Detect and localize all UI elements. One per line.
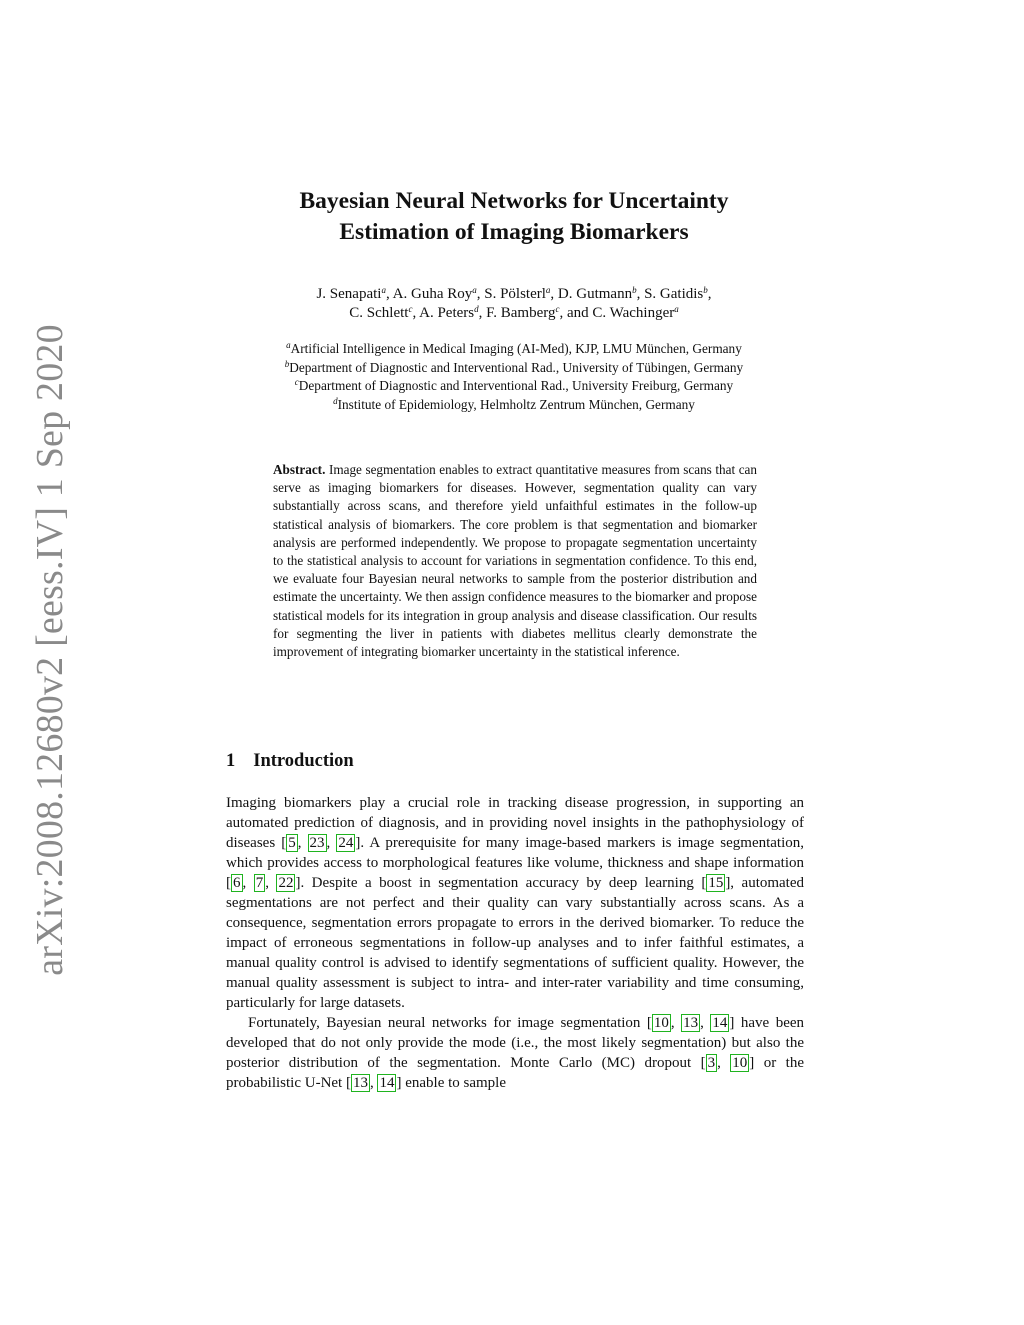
author: J. Senapati bbox=[316, 286, 382, 302]
text-run: Fortunately, Bayesian neural networks for image segmentation [ bbox=[248, 1015, 652, 1031]
section-title: Introduction bbox=[253, 751, 354, 771]
author-line-1: J. Senapati$^a$, A. Guha Roy$^a$, S. Pölsterl$^a$, D. Gutmann$^b$, S. Gatidis$^b$, bbox=[316, 285, 712, 302]
abstract-text: Image segmentation enables to extract quantitative measures from scans that can serve as imaging biomarkers for diseases. However, segmentation quality can vary substantially across scans, and therefore yield unfaithful estimates in the follow-up statistical analysis of biomarkers. The core problem is that segmentation and biomarker analysis are performed independently. We propose to propagate segmentation uncertainty to the statistical analysis to account for variations in segmentation confidence. To this end, we evaluate four Bayesian neural networks to sample from the posterior distribution and estimate the uncertainty. We then assign confidence measures to the biomarker and propose statistical models for its integration in group analysis and disease classification. Our results for segmenting the liver in patients with diabetes mellitus clearly demonstrate the improvement of integrating biomarker uncertainty in the statistical inference. bbox=[273, 462, 757, 660]
citation-link[interactable]: 3 bbox=[707, 1055, 716, 1071]
section-heading bbox=[226, 751, 354, 772]
author-affil-mark: a bbox=[472, 285, 477, 295]
section-number: 1 bbox=[226, 751, 236, 771]
citation-link[interactable]: 23 bbox=[309, 835, 325, 851]
citation-link[interactable]: 7 bbox=[255, 875, 264, 891]
title-line-1: Bayesian Neural Networks for Uncertainty bbox=[299, 188, 729, 214]
author: S. Gatidis bbox=[644, 286, 704, 302]
citation-link[interactable]: 14 bbox=[712, 1015, 728, 1031]
author-affil-mark: a bbox=[545, 285, 551, 295]
citation-link[interactable]: 5 bbox=[288, 835, 296, 851]
affiliation-item bbox=[200, 340, 828, 359]
text-run: ] enable to sample bbox=[396, 1075, 507, 1091]
affiliation-text: Department of Diagnostic and Interventional Rad., University Freiburg, Germany bbox=[298, 378, 734, 393]
affiliation-mark: a bbox=[286, 340, 291, 350]
affiliation-text: Department of Diagnostic and Interventional Rad., University of Tübingen, Germany bbox=[289, 359, 744, 375]
affiliation-mark: c bbox=[294, 377, 299, 387]
author: C. Wachinger bbox=[592, 305, 675, 321]
author-affil-mark: a bbox=[674, 304, 679, 314]
author-affil-mark: b bbox=[703, 285, 708, 295]
citation-link[interactable]: 13 bbox=[683, 1015, 699, 1031]
author-affil-mark: a bbox=[381, 285, 386, 295]
text-run: ] have been developed that do not only provide the mode (i.e., the most likely segmentation) but also the posterior distribution of the segmentation. Monte Carlo (MC) dropout [ bbox=[226, 1015, 805, 1071]
text-run: ], automated segmentations are not perfect and their quality can vary substantially across scans. As a consequence, segmentation errors propagate to errors in the derived biomarker. To reduce the impact of erroneous segmentations in follow-up analyses and to infer faithful estimates, a manual quality control is advised to identify segmentations of sufficient quality. However, the manual quality assessment is subject to intra- and inter-rater variability and time consuming, particularly for large datasets. bbox=[226, 875, 805, 1011]
author: C. Schlett bbox=[349, 305, 409, 321]
author-conjunction: and bbox=[566, 305, 589, 321]
affiliation-item bbox=[200, 359, 828, 378]
citation-link[interactable]: 6 bbox=[233, 875, 241, 891]
affiliation-text: Institute of Epidemiology, Helmholtz Zentrum München, Germany bbox=[337, 396, 695, 412]
affiliation-mark: d bbox=[333, 395, 338, 406]
author: A. Peters bbox=[419, 305, 475, 321]
author-list bbox=[200, 285, 828, 323]
affiliations bbox=[200, 340, 828, 414]
text-run: ]. Despite a boost in segmentation accuracy by deep learning [ bbox=[295, 875, 707, 891]
paper-title bbox=[200, 186, 828, 248]
author-line-2: C. Schlett$^c$, A. Peters$^d$, F. Bamberg$^c$, and C. Wachinger$^a$ bbox=[349, 304, 679, 321]
author: D. Gutmann bbox=[557, 286, 633, 302]
citation-link[interactable]: 14 bbox=[379, 1075, 395, 1091]
abstract-label: Abstract. bbox=[273, 462, 326, 477]
citation-link[interactable]: 15 bbox=[708, 875, 724, 891]
author: S. Pölsterl bbox=[484, 286, 546, 302]
author-affil-mark: c bbox=[555, 304, 560, 314]
citation-link[interactable]: 22 bbox=[278, 875, 294, 891]
author-affil-mark: d bbox=[474, 304, 479, 314]
citation-link[interactable]: 10 bbox=[732, 1055, 748, 1071]
text-run: ] or the probabilistic U-Net [ bbox=[226, 1055, 804, 1091]
citation-link[interactable]: 13 bbox=[352, 1075, 368, 1091]
abstract bbox=[273, 461, 757, 661]
author: A. Guha Roy bbox=[392, 286, 473, 302]
affiliation-item bbox=[200, 396, 828, 415]
affiliation-mark: b bbox=[284, 358, 290, 369]
citation-link[interactable]: 24 bbox=[338, 835, 354, 851]
text-run: ]. A prerequisite for many image-based markers is image segmentation, which provides access to morphological features like volume, thickness and shape information [ bbox=[226, 835, 805, 891]
affiliation-item bbox=[200, 377, 828, 396]
title-line-2: Estimation of Imaging Biomarkers bbox=[339, 219, 689, 245]
arxiv-margin-stamp: arXiv:2008.12680v2 [eess.IV] 1 Sep 2020 bbox=[29, 324, 71, 976]
text-run: Imaging biomarkers play a crucial role in tracking disease progression, in supporting an automated prediction of diagnosis, and in providing novel insights in the pathophysiology of diseases [ bbox=[226, 795, 804, 851]
citation-link[interactable]: 10 bbox=[653, 1015, 669, 1031]
author: F. Bamberg bbox=[486, 305, 556, 321]
author-affil-mark: c bbox=[408, 304, 413, 314]
affiliation-text: Artificial Intelligence in Medical Imaging (AI-Med), KJP, LMU München, Germany bbox=[290, 341, 742, 356]
paragraph: Imaging biomarkers play a crucial role in tracking disease progression, in supporting an automated prediction of diagnosis, and in providing novel insights in the pathophysiology of diseases [ 5 , 23 , 24 ]. A prerequisite for many image-based markers is image segmentation, which provides access to morphological features like volume, thickness and shape information [ 6 , 7 , 22 ]. Despite a boost in segmentation accuracy by deep learning [ 15 ], automated segmentations are not perfect and their quality can vary substantially across scans. As a consequence, segmentation errors propagate to errors in the derived biomarker. To reduce the impact of erroneous segmentations in follow-up analyses and to infer faithful estimates, a manual quality control is advised to identify segmentations of sufficient quality. However, the manual quality assessment is subject to intra- and inter-rater variability and time consuming, particularly for large datasets. bbox=[226, 795, 805, 1011]
author-affil-mark: b bbox=[632, 285, 637, 295]
body-text bbox=[226, 793, 804, 1093]
paragraph: Fortunately, Bayesian neural networks for image segmentation [ 10 , 13 , 14 ] have been developed that do not only provide the mode (i.e., the most likely segmentation) but also the posterior distribution of the segmentation. Monte Carlo (MC) dropout [ 3 , 10 ] or the probabilistic U-Net [ 13 , 14 ] enable to sample bbox=[226, 1015, 805, 1091]
